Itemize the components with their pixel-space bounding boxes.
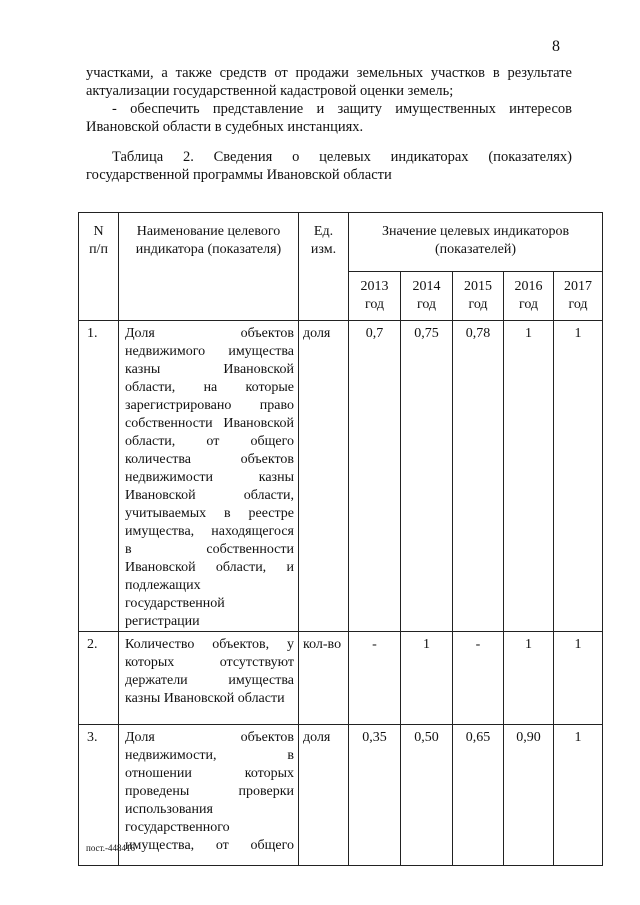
indicator-name-line: которых отсутствуют [125,655,294,670]
intro-line: - обеспечить представление и защиту имущественных интересов [112,101,572,117]
value-cell: 0,7 [349,321,401,632]
row-number: 3. [79,725,119,866]
value-cell: - [349,632,401,725]
value-cell: 1 [554,725,603,866]
value-cell: 0,35 [349,725,401,866]
indicator-name-line: Ивановской области, [125,488,294,503]
indicator-name-line: имущества, от общего [125,838,294,853]
header-year [504,272,554,321]
value-cell: 0,75 [401,321,453,632]
indicator-name-line: имущества, находящегося [125,524,294,539]
intro-paragraph-1 [86,64,572,100]
table-row [79,321,603,632]
intro-line: Ивановской области в судебных инстанциях. [86,119,364,135]
indicator-name-line: Доля объектов [125,326,294,341]
header-num [79,213,119,321]
header-unit [299,213,349,321]
unit-cell: доля [299,725,349,866]
indicators-table [78,212,603,866]
intro-paragraph-2 [86,100,572,136]
value-cell: 0,65 [453,725,504,866]
indicator-name-line: количества объектов [125,452,294,467]
header-group-line: (показателей) [434,242,517,257]
row-number: 2. [79,632,119,725]
value-cell: 1 [504,321,554,632]
header-year-suffix: год [416,297,437,312]
caption-line: Таблица 2. Сведения о целевых индикаторах (показателях) [112,149,572,165]
header-unit-line: изм. [310,242,337,257]
indicator-name-line: учитываемых в реестре [125,506,294,521]
value-cell: 0,90 [504,725,554,866]
indicator-name-line: недвижимости казны [125,470,294,485]
footer-code: пост.-448416 [86,843,136,853]
indicator-name-line: использования [125,802,213,817]
indicator-name-line: подлежащих [125,578,201,593]
value-cell: 0,50 [401,725,453,866]
indicator-name-line: в собственности [125,542,294,557]
value-cell: 0,78 [453,321,504,632]
caption-line: государственной программы Ивановской области [86,167,392,183]
indicator-name-line: отношении которых [125,766,294,781]
indicator-name-line: держатели имущества [125,673,294,688]
indicator-name-line: зарегистрировано право [125,398,294,413]
indicator-name [119,725,299,866]
header-group-line: Значение целевых индикаторов [381,224,570,239]
table-row [79,632,603,725]
indicator-name-line: Доля объектов [125,730,294,745]
value-cell: 1 [554,632,603,725]
header-year-number: 2014 [412,279,441,294]
header-year-number: 2016 [514,279,543,294]
header-num-line: N [93,224,104,239]
table-caption [86,148,572,184]
indicator-name-line: области, на которые [125,380,294,395]
value-cell: 1 [504,632,554,725]
indicator-name-line: недвижимого имущества [125,344,294,359]
table-row [79,725,603,866]
header-year [401,272,453,321]
indicator-name-line: Ивановской области, и [125,560,294,575]
value-cell: 1 [554,321,603,632]
row-number: 1. [79,321,119,632]
header-year-number: 2013 [360,279,389,294]
indicator-name-line: государственной [125,596,225,611]
indicator-name-line: недвижимости, в [125,748,294,763]
header-year-suffix: год [468,297,488,312]
value-cell: 1 [401,632,453,725]
intro-line: актуализации государственной кадастровой оценки земель; [86,83,454,99]
indicator-name [119,632,299,725]
indicator-name [119,321,299,632]
header-name-line: индикатора (показателя) [135,242,282,257]
header-name [119,213,299,321]
header-year-suffix: год [518,297,539,312]
header-year-number: 2017 [564,279,592,294]
value-cell: - [453,632,504,725]
indicator-name-line: государственного [125,820,230,835]
indicator-name-line: Количество объектов, у [125,637,294,652]
indicator-name-line: казны Ивановской [125,362,294,377]
header-year-suffix: год [364,297,385,312]
header-values-group [349,213,603,272]
page-number: 8 [552,38,560,55]
header-num-line: п/п [89,242,108,257]
unit-cell: доля [299,321,349,632]
indicator-name-line: казны Ивановской области [125,691,285,706]
indicator-name-line: собственности Ивановской [125,416,294,431]
header-year [554,272,603,321]
indicator-name-line: проведены проверки [125,784,294,799]
indicator-name-line: регистрации [125,614,200,629]
unit-cell: кол-во [299,632,349,725]
header-name-line: Наименование целевого [136,224,281,239]
header-unit-line: Ед. [313,224,334,239]
header-year-suffix: год [568,297,588,312]
indicator-name-line: области, от общего [125,434,294,449]
header-year-number: 2015 [464,279,492,294]
header-year [349,272,401,321]
intro-line: участками, а также средств от продажи земельных участков в результате [86,65,572,81]
header-year [453,272,504,321]
